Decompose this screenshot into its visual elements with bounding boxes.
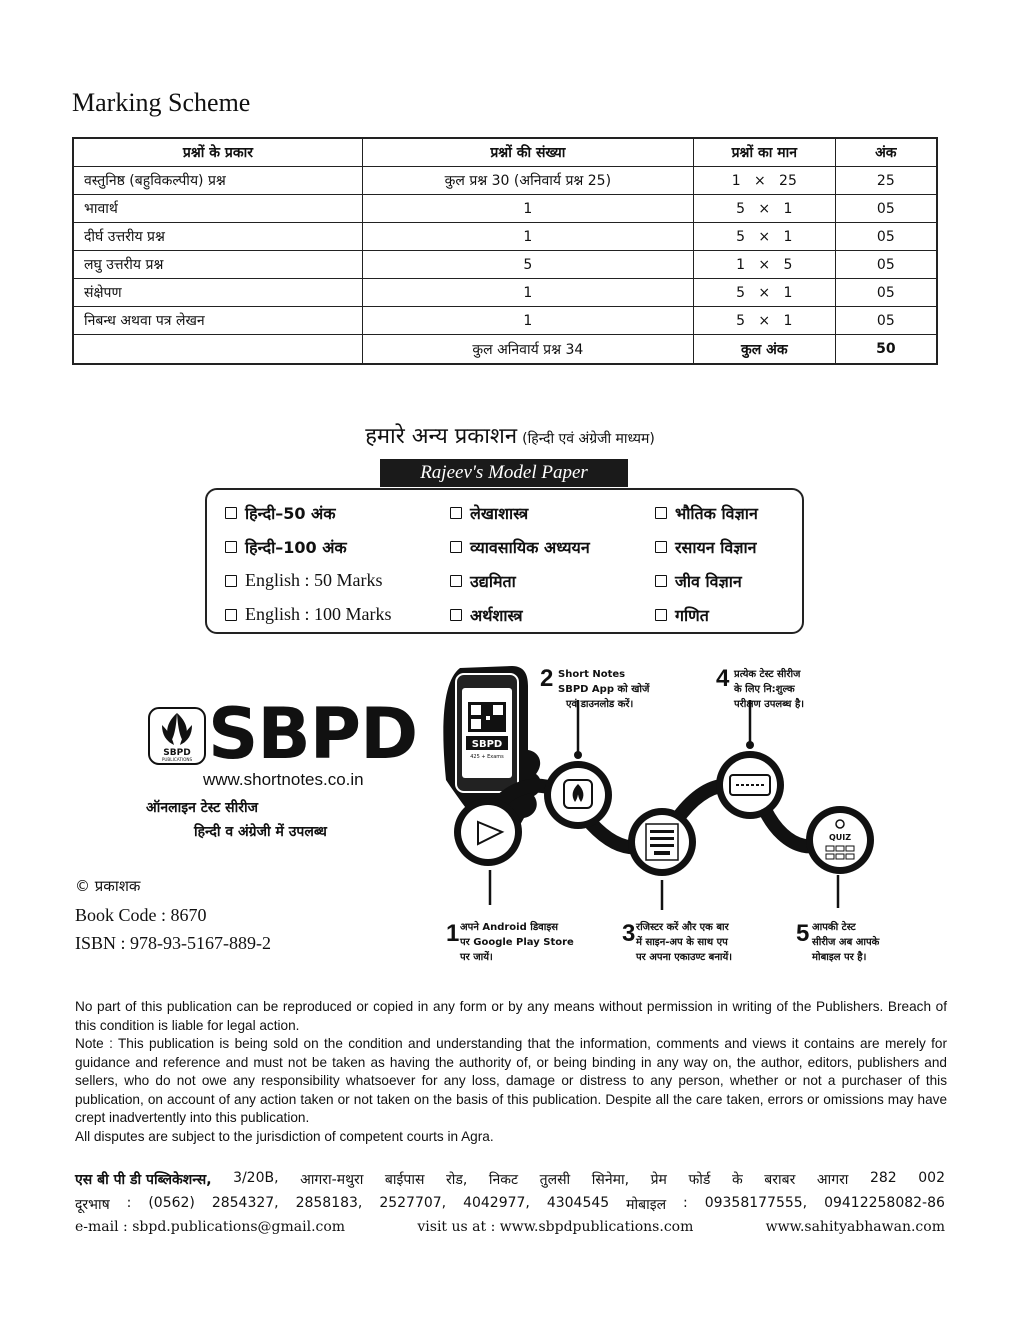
cell-count: कुल प्रश्न 30 (अनिवार्य प्रश्न 25) xyxy=(362,167,693,195)
checkbox-icon xyxy=(655,609,667,621)
isbn: ISBN : 978-93-5167-889-2 xyxy=(75,933,271,953)
list-item: गणित xyxy=(655,604,709,626)
col-header-marks: अंक xyxy=(835,138,937,167)
disclaimer xyxy=(75,998,947,1146)
step3-number: 3 xyxy=(622,920,636,947)
cell-type: निबन्ध अथवा पत्र लेखन xyxy=(73,307,362,335)
cell-value: 1 × 25 xyxy=(693,167,835,195)
table-row xyxy=(73,279,937,307)
step5-circle xyxy=(806,806,874,874)
publisher-website: visit us at : www.sbpdpublications.com xyxy=(417,1219,694,1235)
step4-text: प्रत्येक टेस्ट सीरीज के लिए नि:शुल्क परीक्षण उपलब्ध है। xyxy=(734,669,805,710)
cell-value: 5 × 1 xyxy=(693,223,835,251)
phone-brand: SBPD xyxy=(471,739,503,750)
list-item: हिन्दी–50 अंक xyxy=(225,502,336,524)
publisher-email: e-mail : sbpd.publications@gmail.com xyxy=(75,1219,346,1235)
series-banner: Rajeev's Model Paper xyxy=(380,459,628,487)
list-item: हिन्दी–100 अंक xyxy=(225,536,347,558)
step4-number: 4 xyxy=(716,665,730,692)
publications-subtitle: (हिन्दी एवं अंग्रेजी माध्यम) xyxy=(522,431,655,447)
cell-count: 5 xyxy=(362,251,693,279)
books-list xyxy=(205,488,804,634)
list-item: उद्यमिता xyxy=(450,570,516,592)
cell-total-marks: 50 xyxy=(835,335,937,365)
list-item: English : 100 Marks xyxy=(225,604,392,625)
list-item: भौतिक विज्ञान xyxy=(655,502,758,524)
sbpd-logo-text: SBPD xyxy=(208,693,418,775)
table-row xyxy=(73,195,937,223)
list-item: लेखाशास्त्र xyxy=(450,502,528,524)
emblem-subtext: PUBLICATIONS xyxy=(161,757,193,762)
step1-circle xyxy=(454,798,522,866)
checkbox-icon xyxy=(225,541,237,553)
cell-marks: 25 xyxy=(835,167,937,195)
step2-number: 2 xyxy=(540,665,554,692)
checkbox-icon xyxy=(655,541,667,553)
cell-value: 5 × 1 xyxy=(693,307,835,335)
cell-count: 1 xyxy=(362,223,693,251)
checkbox-icon xyxy=(450,507,462,519)
checkbox-icon xyxy=(655,507,667,519)
table-total-row xyxy=(73,335,937,365)
marking-scheme-table xyxy=(72,137,938,365)
tagline-languages: हिन्दी व अंग्रेजी में उपलब्ध xyxy=(194,824,327,840)
checkbox-icon xyxy=(225,575,237,587)
cell-type: वस्तुनिष्ठ (बहुविकल्पीय) प्रश्न xyxy=(73,167,362,195)
step3-text: रजिस्टर करें और एक बार में साइन-अप के साथ एप पर अपना एकाउण्ट बनायें। xyxy=(636,922,733,963)
cell-marks: 05 xyxy=(835,307,937,335)
cell-value: 1 × 5 xyxy=(693,251,835,279)
list-item: English : 50 Marks xyxy=(225,570,383,591)
step5-text: आपकी टेस्ट सीरीज अब आपके मोबाइल पर है। xyxy=(812,922,880,963)
checkbox-icon xyxy=(655,575,667,587)
cell-marks: 05 xyxy=(835,279,937,307)
cell-marks: 05 xyxy=(835,223,937,251)
disclaimer-jurisdiction: All disputes are subject to the jurisdiction of competent courts in Agra. xyxy=(75,1128,494,1144)
page-title: Marking Scheme xyxy=(72,88,251,117)
list-item: जीव विज्ञान xyxy=(655,570,742,592)
cell-type xyxy=(73,335,362,365)
phone-sub: 425 + Exams xyxy=(470,754,504,760)
step2-text: Short Notes SBPD App को खोजें एवं डाउनलोड करें। xyxy=(558,669,650,710)
table-row xyxy=(73,307,937,335)
cell-value: 5 × 1 xyxy=(693,195,835,223)
col-header-type: प्रश्नों के प्रकार xyxy=(73,138,362,167)
cell-marks: 05 xyxy=(835,251,937,279)
cell-marks: 05 xyxy=(835,195,937,223)
table-header-row xyxy=(73,138,937,167)
cell-count: 1 xyxy=(362,307,693,335)
step3-circle xyxy=(628,808,696,876)
cell-type: दीर्घ उत्तरीय प्रश्न xyxy=(73,223,362,251)
cell-type: लघु उत्तरीय प्रश्न xyxy=(73,251,362,279)
quiz-label: QUIZ xyxy=(828,833,852,842)
disclaimer-copyright: No part of this publication can be reproduced or copied in any form or by any means without permission in writing of the Publishers. Breach of this condition is liable for legal action. xyxy=(75,999,947,1033)
step1-number: 1 xyxy=(446,920,460,947)
list-item: अर्थशास्त्र xyxy=(450,604,523,626)
sahitya-website: www.sahityabhawan.com xyxy=(765,1219,945,1235)
list-item: रसायन विज्ञान xyxy=(655,536,757,558)
checkbox-icon xyxy=(450,575,462,587)
cell-count: 1 xyxy=(362,195,693,223)
sbpd-emblem-icon xyxy=(148,707,206,765)
col-header-value: प्रश्नों का मान xyxy=(693,138,835,167)
col-header-count: प्रश्नों की संख्या xyxy=(362,138,693,167)
cell-count: 1 xyxy=(362,279,693,307)
emblem-text: SBPD xyxy=(163,748,191,758)
cell-type: भावार्थ xyxy=(73,195,362,223)
table-row xyxy=(73,167,937,195)
cell-total-label: कुल अंक xyxy=(693,335,835,365)
step4-circle xyxy=(716,751,784,819)
checkbox-icon xyxy=(225,609,237,621)
checkbox-icon xyxy=(450,541,462,553)
copyright-publisher: © प्रकाशक xyxy=(75,877,141,895)
publisher-address: एस बी पी डी पब्लिकेशन्स, 3/20B, आगरा-मथुरा बाईपास रोड, निकट तुलसी सिनेमा, प्रेम फोर्ड के बराबर आगरा 282 002 xyxy=(75,1170,945,1188)
step2-circle xyxy=(544,761,612,829)
step1-text: अपने Android डिवाइस पर Google Play Store पर जायें। xyxy=(460,922,574,963)
publisher-name: एस बी पी डी पब्लिकेशन्स, xyxy=(75,1172,212,1188)
publisher-contacts xyxy=(75,1219,945,1235)
publisher-phones: दूरभाष : (0562) 2854327, 2858183, 2527707, 4042977, 4304545 मोबाइल : 09358177555, 09412258082-86 xyxy=(75,1195,945,1213)
table-row xyxy=(73,251,937,279)
disclaimer-note: Note : This publication is being sold on the condition and understanding that the information, comments and views it contains are merely for guidance and reference and must not be taken as having the authority of, or being binding in any way on, the author, editors, publishers and sellers, who do not owe any responsibility whatsoever for any loss, damage or distress to any person, whether or not a purchaser of this publication, on account of any action taken or not taken on the basis of this publication. Despite all the care taken, errors or omissions may have crept inadvertently into this publication. xyxy=(75,1036,947,1125)
publications-heading xyxy=(0,420,1020,450)
checkbox-icon xyxy=(225,507,237,519)
list-item: व्यावसायिक अध्ययन xyxy=(450,536,590,558)
table-row xyxy=(73,223,937,251)
tagline-online-test: ऑनलाइन टेस्ट सीरीज xyxy=(146,800,258,816)
checkbox-icon xyxy=(450,609,462,621)
publications-title: हमारे अन्य प्रकाशन xyxy=(365,424,518,449)
step5-number: 5 xyxy=(796,920,810,947)
book-code: Book Code : 8670 xyxy=(75,905,207,925)
website-url: www.shortnotes.co.in xyxy=(203,770,364,789)
cell-type: संक्षेपण xyxy=(73,279,362,307)
cell-value: 5 × 1 xyxy=(693,279,835,307)
cell-total-count: कुल अनिवार्य प्रश्न 34 xyxy=(362,335,693,365)
